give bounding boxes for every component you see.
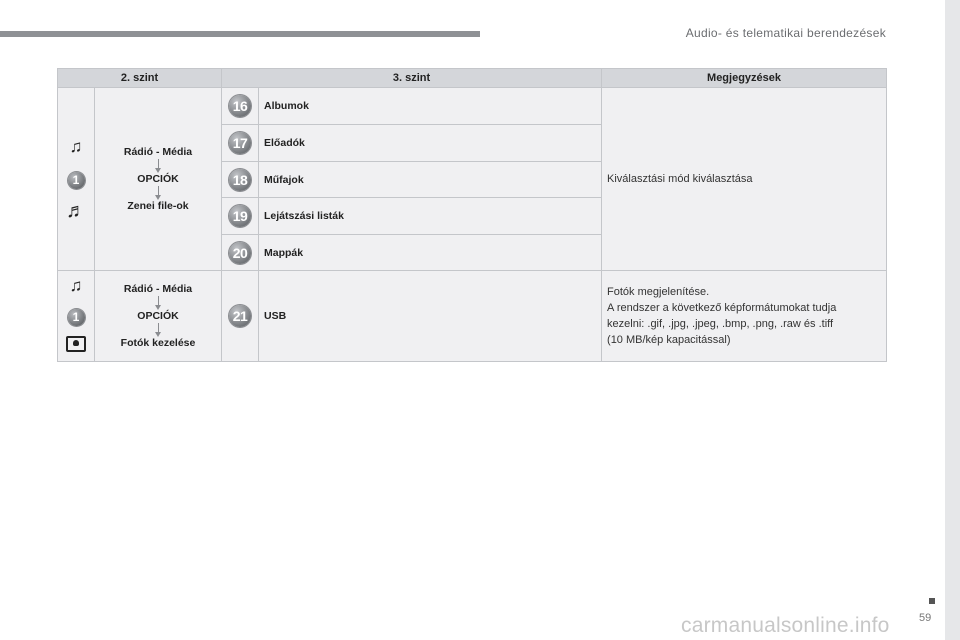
music-note-icon: ♫ <box>69 275 83 295</box>
down-arrow-icon <box>95 323 221 337</box>
note-line: A rendszer a következő képformátumokat tudja <box>607 302 837 314</box>
note-line: (10 MB/kép kapacitással) <box>607 334 731 346</box>
level3-number-badge: 16 <box>229 95 251 117</box>
level3-number-badge: 19 <box>229 205 251 227</box>
music-notes-icon: ♬ <box>66 200 86 222</box>
page-marker <box>929 598 935 604</box>
level3-number-badge: 21 <box>229 305 251 327</box>
level1-number-badge: 1 <box>68 309 85 326</box>
right-margin-strip <box>945 0 960 640</box>
down-arrow-icon <box>95 159 221 173</box>
note-line: Fotók megjelenítése. <box>607 286 710 298</box>
table-row <box>58 271 887 362</box>
level1-icon-cell <box>58 88 95 271</box>
table-row <box>58 88 887 125</box>
flow-step-music-files: Zenei file-ok <box>127 199 189 212</box>
page-number: 59 <box>919 612 932 624</box>
flow-step-options: OPCIÓK <box>137 172 179 185</box>
level3-number-badge: 20 <box>229 242 251 264</box>
header-level2: 2. szint <box>58 69 222 88</box>
level3-number-badge: 18 <box>229 169 251 191</box>
page-header-title: Audio- és telematikai berendezések <box>685 26 886 40</box>
flow-step-radio: Rádió - Média <box>123 145 193 158</box>
note-cell: Kiválasztási mód kiválasztása <box>602 88 887 271</box>
note-cell <box>602 271 887 362</box>
level1-number-badge: 1 <box>68 172 85 189</box>
note-line: kezelni: .gif, .jpg, .jpeg, .bmp, .png, .raw és .tiff <box>607 318 834 330</box>
level3-number-cell <box>222 162 259 198</box>
header-level3: 3. szint <box>222 69 602 88</box>
level3-label: Előadók <box>259 125 602 162</box>
level3-label: Albumok <box>259 88 602 125</box>
level1-icon-cell <box>58 271 95 362</box>
level3-number-cell <box>222 125 259 162</box>
level2-flow <box>95 88 222 271</box>
level3-label: Műfajok <box>259 162 602 198</box>
flow-step-photo-management: Fotók kezelése <box>120 336 196 349</box>
level3-label: Mappák <box>259 235 602 271</box>
watermark: carmanualsonline.info <box>681 614 890 637</box>
down-arrow-icon <box>95 186 221 200</box>
flow-step-radio: Rádió - Média <box>123 282 193 295</box>
photo-icon <box>66 336 86 352</box>
level3-number-badge: 17 <box>229 132 251 154</box>
level3-number-cell <box>222 235 259 271</box>
level2-flow <box>95 271 222 362</box>
flow-step-options: OPCIÓK <box>137 309 179 322</box>
menu-table <box>57 68 887 362</box>
level3-label: USB <box>259 271 602 362</box>
level3-number-cell <box>222 271 259 362</box>
down-arrow-icon <box>95 296 221 310</box>
level3-number-cell <box>222 198 259 235</box>
level3-number-cell <box>222 88 259 125</box>
header-rule <box>0 31 480 37</box>
header-notes: Megjegyzések <box>602 69 887 88</box>
level3-label: Lejátszási listák <box>259 198 602 235</box>
table-header-row <box>58 69 887 88</box>
music-note-icon: ♫ <box>69 137 83 156</box>
